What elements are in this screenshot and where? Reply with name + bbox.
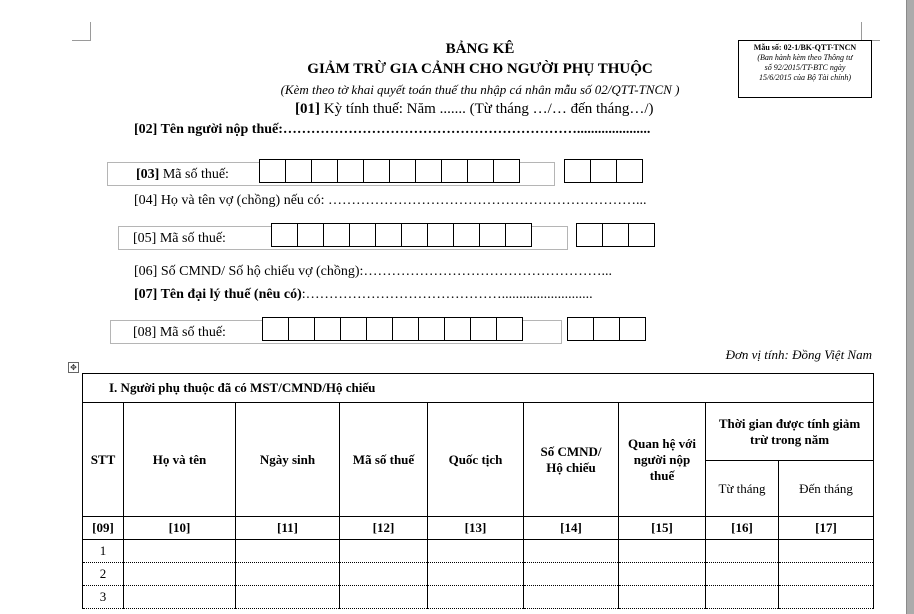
cell-input[interactable] [706,586,779,609]
col-to-month: Đến tháng [779,461,874,517]
col-from-month: Từ tháng [706,461,779,517]
digit-box[interactable] [493,159,520,183]
form-code: Mẫu số: 02-1/BK-QTT-TNCN [753,43,857,52]
table-move-handle-icon[interactable]: ✥ [68,362,79,373]
taxpayer-tax-code-suffix-boxes[interactable] [565,159,643,183]
taxpayer-tax-code-boxes[interactable] [260,159,520,183]
cell-input[interactable] [124,563,236,586]
cell-input[interactable] [124,586,236,609]
digit-box[interactable] [590,159,617,183]
tax-period-code: [01] [295,101,320,117]
digit-box[interactable] [418,317,445,341]
digit-box[interactable] [297,223,324,247]
cell-input[interactable] [236,540,340,563]
row-number: 2 [83,563,124,586]
digit-box[interactable] [340,317,367,341]
tax-agent-field[interactable] [134,287,593,303]
digit-box[interactable] [602,223,629,247]
cell-input[interactable] [524,563,619,586]
cell-input[interactable] [706,540,779,563]
taxpayer-name-field[interactable]: [02] Tên người nộp thuế:………………………………………………………..................... [134,122,651,137]
cell-input[interactable] [428,586,524,609]
code-14: [14] [524,517,619,540]
form-code-box [738,40,872,98]
table-row [83,540,874,563]
code-09: [09] [83,517,124,540]
spouse-id-field[interactable]: [06] Số CMND/ Số hộ chiếu vợ (chồng):……………………………………………... [134,264,612,279]
cell-input[interactable] [619,563,706,586]
digit-box[interactable] [259,159,286,183]
attach-note: (Kèm theo tờ khai quyết toán thuế thu nhập cá nhân mẫu số 02/QTT-TNCN ) [280,82,680,97]
col-dob: Ngày sinh [236,403,340,517]
cell-input[interactable] [706,563,779,586]
digit-box[interactable] [349,223,376,247]
digit-box[interactable] [470,317,497,341]
code-17: [17] [779,517,874,540]
agent-tax-code-boxes[interactable] [263,317,523,341]
cell-input[interactable] [236,563,340,586]
digit-box[interactable] [314,317,341,341]
digit-box[interactable] [415,159,442,183]
digit-box[interactable] [441,159,468,183]
digit-box[interactable] [427,223,454,247]
spouse-tax-code-label: [05] Mã số thuế: [133,231,226,246]
digit-box[interactable] [363,159,390,183]
crop-mark-top-left [72,22,91,41]
doc-subtitle: GIẢM TRỪ GIA CẢNH CHO NGƯỜI PHỤ THUỘC [307,61,653,77]
digit-box[interactable] [496,317,523,341]
agent-tax-code-suffix-boxes[interactable] [568,317,646,341]
code-16: [16] [706,517,779,540]
col-name: Họ và tên [124,403,236,517]
cell-input[interactable] [428,540,524,563]
col-tax-code: Mã số thuế [340,403,428,517]
digit-box[interactable] [401,223,428,247]
tax-agent-label: [07] Tên đại lý thuế (nêu có) [134,287,302,302]
digit-box[interactable] [479,223,506,247]
row-number: 1 [83,540,124,563]
digit-box[interactable] [593,317,620,341]
cell-input[interactable] [619,586,706,609]
col-stt: STT [83,403,124,517]
cell-input[interactable] [524,540,619,563]
digit-box[interactable] [271,223,298,247]
code-10: [10] [124,517,236,540]
digit-box[interactable] [576,223,603,247]
row-number: 3 [83,586,124,609]
col-period: Thời gian được tính giảm trừ trong năm [706,403,874,461]
digit-box[interactable] [323,223,350,247]
digit-box[interactable] [392,317,419,341]
col-relationship: Quan hệ với người nộp thuế [619,403,706,517]
tax-period-text: Kỳ tính thuế: Năm ....... (Từ tháng …/… đến tháng…/) [320,101,654,117]
col-nationality: Quốc tịch [428,403,524,517]
digit-box[interactable] [453,223,480,247]
spouse-tax-code-suffix-boxes[interactable] [577,223,655,247]
cell-input[interactable] [619,540,706,563]
digit-box[interactable] [262,317,289,341]
digit-box[interactable] [628,223,655,247]
digit-box[interactable] [375,223,402,247]
cell-input[interactable] [340,563,428,586]
digit-box[interactable] [337,159,364,183]
digit-box[interactable] [366,317,393,341]
cell-input[interactable] [779,563,874,586]
cell-input[interactable] [236,586,340,609]
code-11: [11] [236,517,340,540]
form-legal-line-1: (Ban hành kèm theo Thông tư [757,53,853,62]
digit-box[interactable] [467,159,494,183]
cell-input[interactable] [340,540,428,563]
digit-box[interactable] [285,159,312,183]
spouse-tax-code-boxes[interactable] [272,223,532,247]
cell-input[interactable] [124,540,236,563]
cell-input[interactable] [524,586,619,609]
digit-box[interactable] [616,159,643,183]
cell-input[interactable] [428,563,524,586]
digit-box[interactable] [505,223,532,247]
digit-box[interactable] [288,317,315,341]
spouse-name-field[interactable]: [04] Họ và tên vợ (chồng) nếu có: …………………………………………………………... [134,193,647,208]
table-row [83,586,874,609]
doc-title: BẢNG KÊ [445,41,515,57]
digit-box[interactable] [564,159,591,183]
cell-input[interactable] [779,540,874,563]
cell-input[interactable] [779,586,874,609]
taxpayer-tax-code-label: [03] Mã số thuế: [136,167,229,182]
agent-tax-code-label: [08] Mã số thuế: [133,325,226,340]
col-id: Số CMND/ Hộ chiếu [524,403,619,517]
digit-box[interactable] [311,159,338,183]
section-title: I. Người phụ thuộc đã có MST/CMND/Hộ chiếu [83,374,874,403]
code-12: [12] [340,517,428,540]
form-legal-line-2: số 92/2015/TT-BTC ngày [764,63,846,72]
dependents-table [82,373,874,609]
digit-box[interactable] [567,317,594,341]
cell-input[interactable] [340,586,428,609]
tax-period-line [295,101,654,118]
code-15: [15] [619,517,706,540]
form-legal-line-3: 15/6/2015 của Bộ Tài chính) [759,73,851,82]
table-row [83,563,874,586]
tax-agent-dots: :…………………………………….......................... [301,287,593,302]
digit-box[interactable] [389,159,416,183]
digit-box[interactable] [619,317,646,341]
crop-mark-top-right [861,22,880,41]
code-13: [13] [428,517,524,540]
currency-unit-note: Đơn vị tính: Đồng Việt Nam [725,347,872,362]
digit-box[interactable] [444,317,471,341]
